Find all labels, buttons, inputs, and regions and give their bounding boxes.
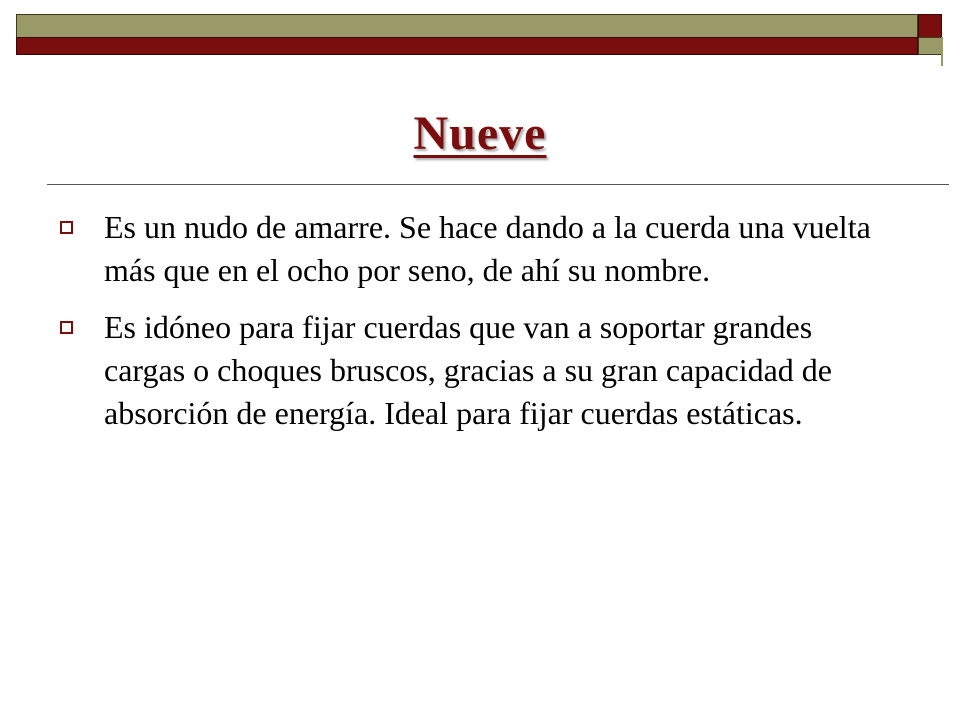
header-band-olive [16,14,918,38]
corner-block-maroon [918,14,942,38]
slide-title: Nueve [413,107,547,160]
header-band-maroon [16,37,918,55]
bullet-item [58,206,888,292]
bullet-list [58,206,888,449]
bullet-text: Es un nudo de amarre. Se hace dando a la cuerda una vuelta más que en el ocho por seno, de ahí su nombre. [104,209,871,288]
corner-block-olive [918,37,942,55]
hollow-square-icon [60,221,73,234]
title-divider [47,184,949,185]
bullet-item [58,306,888,435]
hollow-square-icon [60,321,73,334]
corner-accent-line [941,37,943,66]
bullet-text: Es idóneo para fijar cuerdas que van a soportar grandes cargas o choques bruscos, gracias a su gran capacidad de absorción de energía. Ideal para fijar cuerdas estáticas. [104,309,832,431]
